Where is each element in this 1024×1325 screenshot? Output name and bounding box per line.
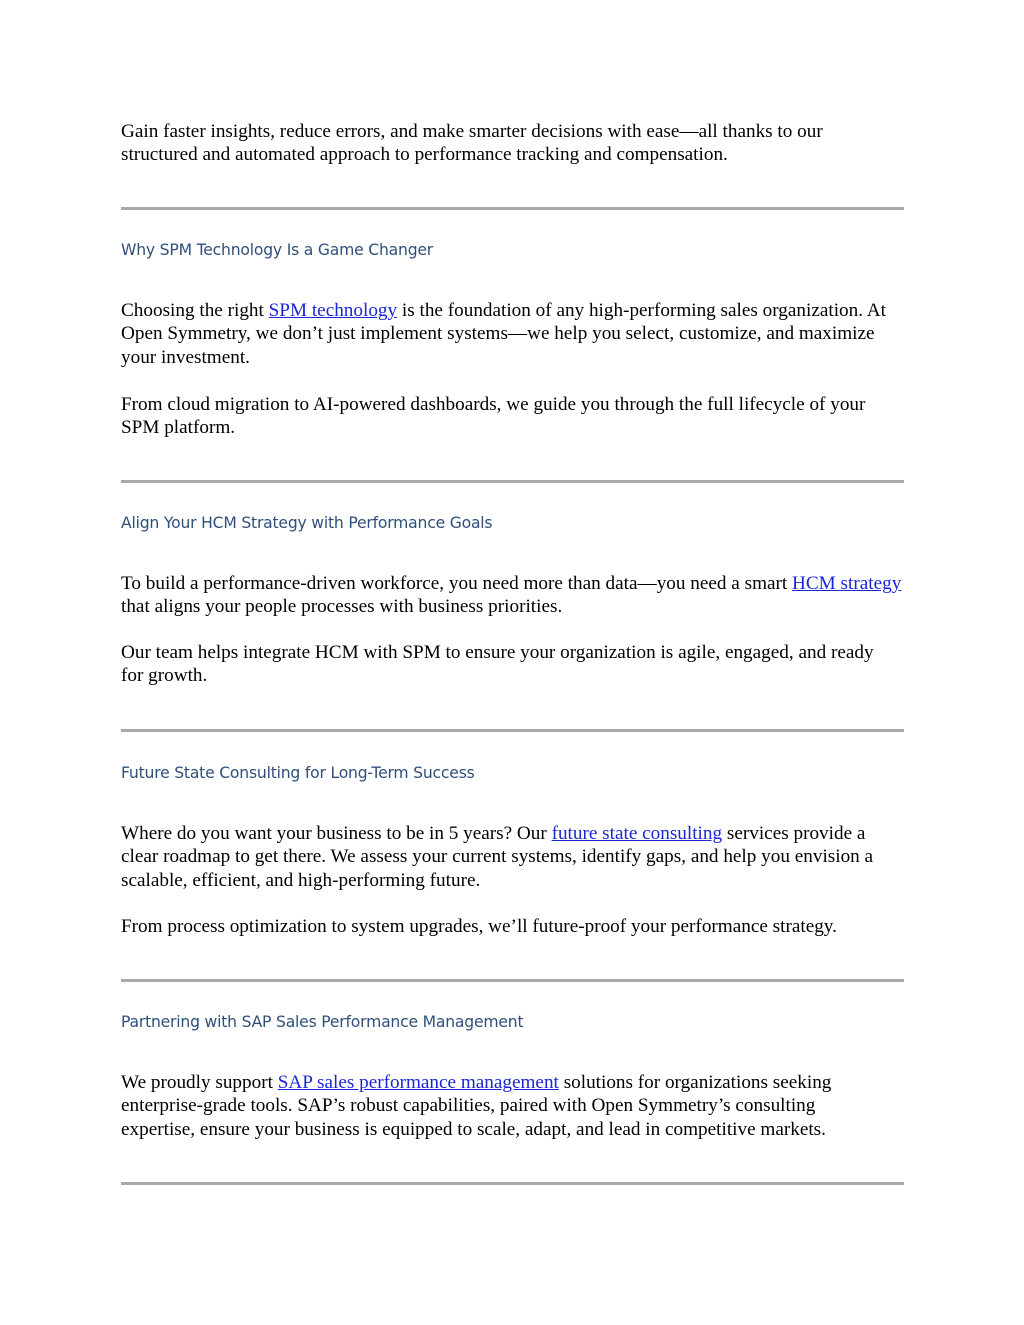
- paragraph-text: that aligns your people processes with business priorities.: [121, 596, 563, 618]
- intro-paragraph: Gain faster insights, reduce errors, and make smarter decisions with ease—all thanks to our structured and automated approach to performance tracking and compensation.: [121, 121, 823, 166]
- hcm-strategy-link[interactable]: HCM strategy: [792, 573, 902, 594]
- section-paragraph: From process optimization to system upgrades, we’ll future-proof your performance strategy.: [121, 916, 837, 937]
- section-divider: [121, 729, 904, 732]
- section-heading-sap-spm: Partnering with SAP Sales Performance Management: [121, 1013, 524, 1031]
- section-heading-hcm-strategy: Align Your HCM Strategy with Performance Goals: [121, 514, 493, 532]
- paragraph-text: To build a performance-driven workforce, you need more than data—you need a smart: [121, 573, 793, 594]
- paragraph-text: Choosing the right: [121, 300, 269, 321]
- paragraph-text: services provide a clear roadmap to get there. We assess your current systems, identify gaps, and help you envision a scalable, efficient, and high-performing future.: [121, 823, 874, 891]
- future-state-consulting-link[interactable]: future state consulting: [551, 823, 723, 844]
- section-paragraph: [121, 299, 905, 369]
- section-divider: [121, 1182, 904, 1185]
- section-paragraph: Our team helps integrate HCM with SPM to ensure your organization is agile, engaged, and ready for growth.: [121, 642, 874, 687]
- paragraph-text: We proudly support: [121, 1072, 278, 1093]
- section-heading-spm-technology: Why SPM Technology Is a Game Changer: [121, 241, 433, 259]
- section-paragraph: [121, 1071, 881, 1141]
- section-heading-future-state-consulting: Future State Consulting for Long-Term Success: [121, 764, 475, 782]
- section-divider: [121, 979, 904, 982]
- section-divider: [121, 480, 904, 483]
- paragraph-text: Where do you want your business to be in 5 years? Our: [121, 823, 552, 844]
- spm-technology-link[interactable]: SPM technology: [268, 300, 398, 321]
- paragraph-text: solutions for organizations seeking enterprise-grade tools. SAP’s robust capabilities, paired with Open Symmetry’s consulting expertise, ensure your business is equipped to scale, adapt, and lead in competitive markets.: [121, 1072, 832, 1140]
- sap-sales-performance-management-link[interactable]: SAP sales performance management: [277, 1072, 559, 1093]
- section-paragraph: [121, 822, 905, 892]
- paragraph-text: is the foundation of any high-performing sales organization. At Open Symmetry, we don’t just implement systems—we help you select, customize, and maximize your investment.: [121, 300, 886, 368]
- section-divider: [121, 207, 904, 210]
- section-paragraph: [121, 572, 905, 619]
- section-paragraph: From cloud migration to AI-powered dashboards, we guide you through the full lifecycle of your SPM platform.: [121, 394, 866, 439]
